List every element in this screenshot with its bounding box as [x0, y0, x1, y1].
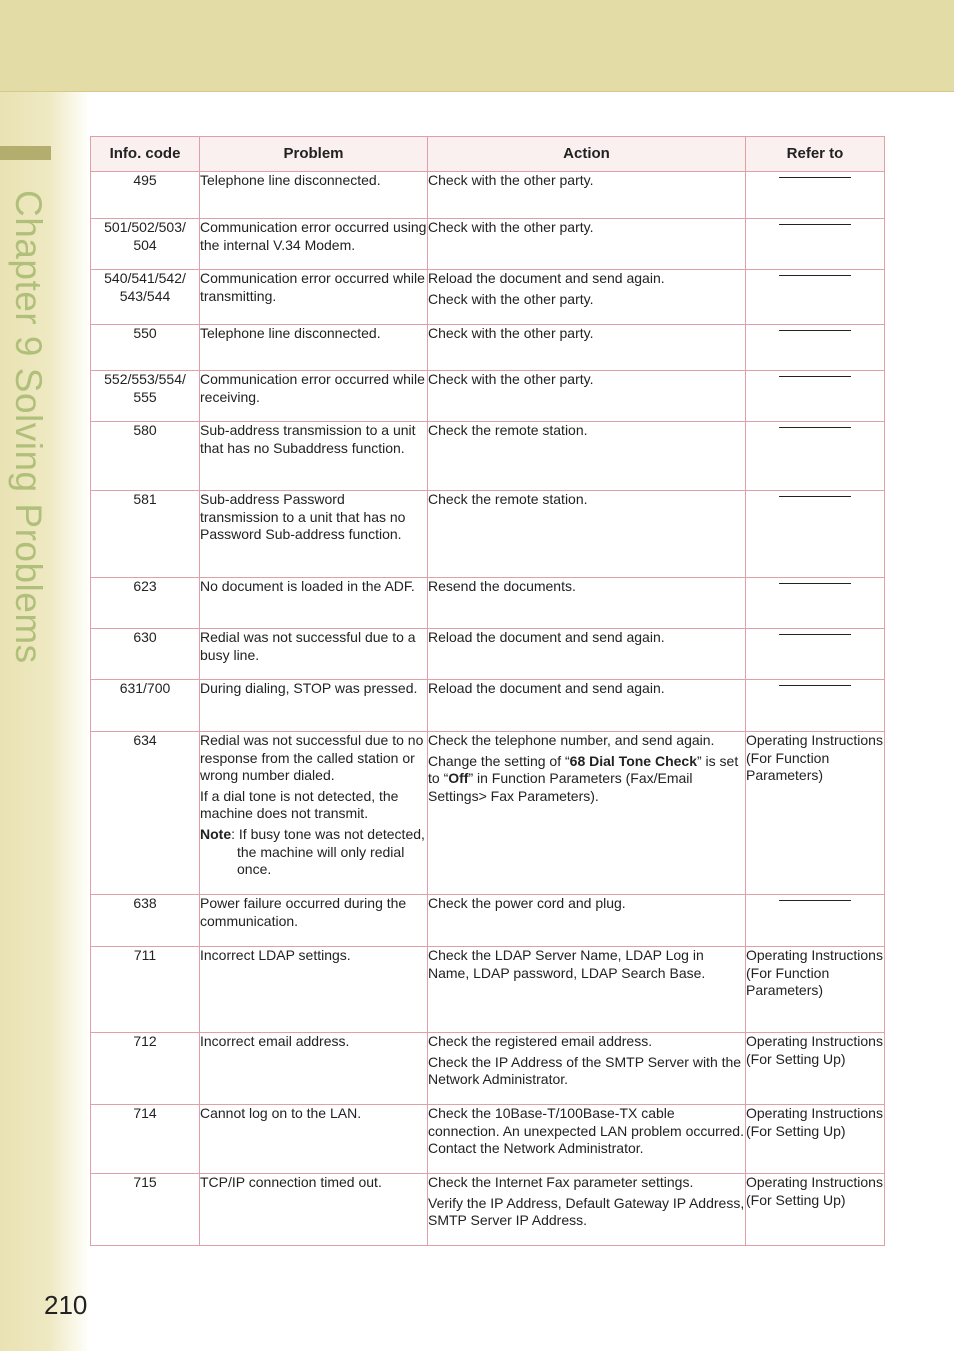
refer-to-cell — [746, 732, 885, 895]
no-reference-line — [779, 275, 851, 276]
note-text: : If busy tone was not detected, the machine will only redial once. — [231, 825, 425, 878]
chapter-title: Chapter 9 Solving Problems — [8, 190, 49, 664]
table-row — [91, 947, 885, 1033]
no-reference-line — [779, 583, 851, 584]
problem-text: Power failure occurred during the communication. — [200, 895, 407, 929]
action-text: Check the Internet Fax parameter settings. — [428, 1174, 694, 1190]
problem-text: No document is loaded in the ADF. — [200, 578, 415, 594]
no-reference-line — [779, 224, 851, 225]
info-code-cell: 711 — [91, 947, 200, 1033]
action-text: Check with the other party. — [428, 219, 594, 235]
action-cell — [428, 895, 746, 947]
action-cell — [428, 732, 746, 895]
action-cell — [428, 325, 746, 371]
no-reference-line — [779, 900, 851, 901]
action-cell — [428, 629, 746, 680]
problem-text: Redial was not successful due to no response from the called station or wrong number dialed. — [200, 732, 424, 784]
header-refer-to: Refer to — [746, 137, 885, 172]
problem-text: During dialing, STOP was pressed. — [200, 680, 418, 696]
no-reference-line — [779, 177, 851, 178]
action-cell — [428, 1105, 746, 1174]
problem-text: Communication error occurred while receiving. — [200, 371, 425, 405]
info-code-cell: 540/541/542/ 543/544 — [91, 270, 200, 325]
action-text: Check the registered email address. — [428, 1033, 653, 1049]
problem-text-2: If a dial tone is not detected, the machine does not transmit. — [200, 787, 399, 822]
table-row — [91, 422, 885, 491]
no-reference-line — [779, 330, 851, 331]
no-reference-line — [779, 634, 851, 635]
header-info-code: Info. code — [91, 137, 200, 172]
refer-to-cell — [746, 1105, 885, 1174]
header-problem: Problem — [200, 137, 428, 172]
problem-cell — [200, 629, 428, 680]
problem-cell — [200, 270, 428, 325]
action-cell — [428, 172, 746, 219]
action-text: Reload the document and send again. — [428, 629, 665, 645]
action-text: Check the IP Address of the SMTP Server with the Network Administrator. — [428, 1053, 742, 1088]
refer-to-cell — [746, 578, 885, 629]
action-text: Check with the other party. — [428, 325, 594, 341]
action-fragment-post: ” in Function Parameters (Fax/Email Settings> Fax Parameters). — [428, 770, 693, 804]
problem-cell — [200, 578, 428, 629]
table-row — [91, 732, 885, 895]
refer-to-cell — [746, 629, 885, 680]
problem-cell — [200, 947, 428, 1033]
action-fragment-mid: ” is set to “ — [428, 752, 739, 787]
problem-text: Communication error occurred while transmitting. — [200, 270, 425, 304]
refer-to-text: Operating Instructions (For Setting Up) — [746, 1033, 883, 1067]
problem-cell — [200, 1105, 428, 1174]
table-row — [91, 1105, 885, 1174]
info-code-cell: 712 — [91, 1033, 200, 1105]
refer-to-cell — [746, 219, 885, 270]
action-cell — [428, 680, 746, 732]
table-row — [91, 680, 885, 732]
refer-to-cell — [746, 1174, 885, 1246]
refer-to-cell — [746, 172, 885, 219]
action-cell — [428, 219, 746, 270]
problem-cell — [200, 732, 428, 895]
action-cell — [428, 491, 746, 578]
action-fragment-bold2: Off — [448, 770, 469, 787]
problem-text: Redial was not successful due to a busy line. — [200, 629, 416, 663]
problem-text: Communication error occurred using the internal V.34 Modem. — [200, 219, 427, 253]
info-code-cell: 581 — [91, 491, 200, 578]
action-text: Check the remote station. — [428, 491, 588, 507]
action-fragment-pre: Change the setting of “ — [428, 752, 570, 769]
refer-to-text: Operating Instructions (For Function Parameters) — [746, 947, 883, 999]
problem-cell — [200, 172, 428, 219]
action-cell — [428, 270, 746, 325]
no-reference-line — [779, 685, 851, 686]
action-cell — [428, 422, 746, 491]
info-code-cell: 623 — [91, 578, 200, 629]
problem-note — [200, 826, 427, 879]
action-cell — [428, 947, 746, 1033]
refer-to-text: Operating Instructions (For Setting Up) — [746, 1174, 883, 1208]
refer-to-cell — [746, 947, 885, 1033]
table-row — [91, 1033, 885, 1105]
info-code-cell: 631/700 — [91, 680, 200, 732]
refer-to-cell — [746, 680, 885, 732]
refer-to-cell — [746, 422, 885, 491]
refer-to-cell — [746, 895, 885, 947]
page-number: 210 — [44, 1290, 88, 1320]
action-fragment-bold1: 68 Dial Tone Check — [569, 752, 697, 769]
refer-to-cell — [746, 270, 885, 325]
info-code-cell: 550 — [91, 325, 200, 371]
problem-text: Cannot log on to the LAN. — [200, 1105, 362, 1121]
table-row — [91, 491, 885, 578]
problem-text: Telephone line disconnected. — [200, 172, 381, 188]
action-cell — [428, 371, 746, 422]
problem-cell — [200, 422, 428, 491]
no-reference-line — [779, 496, 851, 497]
action-text: Reload the document and send again. — [428, 270, 665, 286]
action-text: Check with the other party. — [428, 172, 594, 188]
table-row — [91, 629, 885, 680]
action-text: Check the remote station. — [428, 422, 588, 438]
table-row — [91, 371, 885, 422]
action-text: Check with the other party. — [428, 290, 594, 307]
action-text: Reload the document and send again. — [428, 680, 665, 696]
refer-to-text: Operating Instructions (For Setting Up) — [746, 1105, 883, 1139]
action-cell — [428, 1033, 746, 1105]
problem-cell — [200, 219, 428, 270]
note-label: Note — [200, 825, 232, 842]
no-reference-line — [779, 376, 851, 377]
problem-text: Sub-address Password transmission to a unit that has no Password Sub-address function. — [200, 491, 406, 543]
problem-cell — [200, 325, 428, 371]
info-code-cell: 714 — [91, 1105, 200, 1174]
problem-cell — [200, 680, 428, 732]
chapter-tab — [0, 146, 51, 160]
table-row — [91, 578, 885, 629]
action-text: Check the telephone number, and send again. — [428, 732, 715, 748]
table-row — [91, 325, 885, 371]
info-code-cell: 495 — [91, 172, 200, 219]
problem-text: Incorrect LDAP settings. — [200, 947, 351, 963]
problem-text: Sub-address transmission to a unit that has no Subaddress function. — [200, 422, 416, 456]
action-text: Check the power cord and plug. — [428, 895, 626, 911]
action-cell — [428, 578, 746, 629]
info-code-cell: 638 — [91, 895, 200, 947]
problem-text: Telephone line disconnected. — [200, 325, 381, 341]
info-code-cell: 634 — [91, 732, 200, 895]
action-text: Resend the documents. — [428, 578, 576, 594]
header-action: Action — [428, 137, 746, 172]
problem-text: TCP/IP connection timed out. — [200, 1174, 382, 1190]
table-row — [91, 270, 885, 325]
refer-to-cell — [746, 371, 885, 422]
problem-cell — [200, 371, 428, 422]
refer-to-text: Operating Instructions (For Function Parameters) — [746, 732, 883, 784]
table-row — [91, 219, 885, 270]
problem-text: Incorrect email address. — [200, 1033, 350, 1049]
info-code-cell: 552/553/554/ 555 — [91, 371, 200, 422]
no-reference-line — [779, 427, 851, 428]
refer-to-cell — [746, 325, 885, 371]
header-band — [0, 0, 954, 92]
problem-cell — [200, 1174, 428, 1246]
table-row — [91, 172, 885, 219]
info-code-cell: 715 — [91, 1174, 200, 1246]
action-cell — [428, 1174, 746, 1246]
refer-to-cell — [746, 491, 885, 578]
action-text: Check the 10Base-T/100Base-TX cable connection. An unexpected LAN problem occurred. Contact the Network Administrator. — [428, 1105, 744, 1157]
table-row — [91, 1174, 885, 1246]
error-code-table — [90, 136, 885, 1246]
problem-cell — [200, 1033, 428, 1105]
info-code-cell: 580 — [91, 422, 200, 491]
info-code-cell: 630 — [91, 629, 200, 680]
info-code-cell: 501/502/503/ 504 — [91, 219, 200, 270]
action-text-setting — [428, 753, 745, 806]
problem-cell — [200, 491, 428, 578]
refer-to-cell — [746, 1033, 885, 1105]
action-text: Verify the IP Address, Default Gateway IP Address, SMTP Server IP Address. — [428, 1194, 745, 1229]
table-header-row — [91, 137, 885, 172]
action-text: Check the LDAP Server Name, LDAP Log in Name, LDAP password, LDAP Search Base. — [428, 947, 706, 981]
problem-cell — [200, 895, 428, 947]
action-text: Check with the other party. — [428, 371, 594, 387]
table-row — [91, 895, 885, 947]
